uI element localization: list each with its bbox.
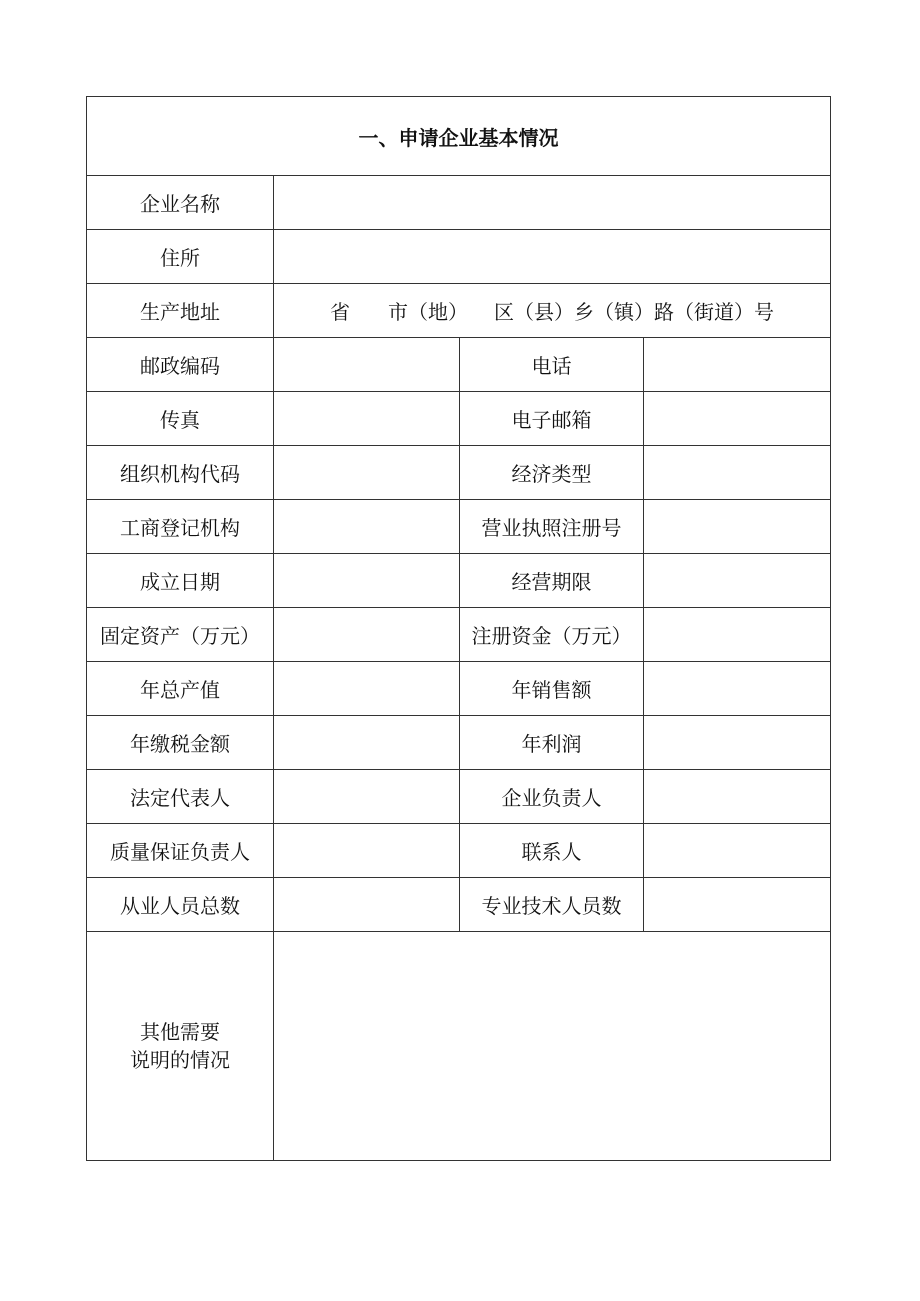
contact-person-field[interactable]	[644, 824, 831, 878]
annual-tax-field[interactable]	[274, 716, 460, 770]
fax-label: 传真	[87, 392, 274, 446]
registration-authority-field[interactable]	[274, 500, 460, 554]
enterprise-info-form	[86, 96, 831, 1161]
fixed-assets-field[interactable]	[274, 608, 460, 662]
license-number-label: 营业执照注册号	[460, 500, 644, 554]
legal-representative-field[interactable]	[274, 770, 460, 824]
row-postal-phone	[87, 338, 831, 392]
row-founding-term	[87, 554, 831, 608]
quality-manager-label: 质量保证负责人	[87, 824, 274, 878]
annual-sales-field[interactable]	[644, 662, 831, 716]
operating-term-field[interactable]	[644, 554, 831, 608]
row-registration-license	[87, 500, 831, 554]
annual-sales-label: 年销售额	[460, 662, 644, 716]
postal-code-field[interactable]	[274, 338, 460, 392]
total-employees-label: 从业人员总数	[87, 878, 274, 932]
other-notes-label-line2: 说明的情况	[130, 1048, 230, 1072]
other-notes-label-line1: 其他需要	[140, 1020, 220, 1044]
row-company-name	[87, 176, 831, 230]
email-field[interactable]	[644, 392, 831, 446]
phone-field[interactable]	[644, 338, 831, 392]
registered-capital-field[interactable]	[644, 608, 831, 662]
row-domicile	[87, 230, 831, 284]
form-title: 一、申请企业基本情况	[87, 97, 831, 176]
other-notes-field[interactable]	[274, 932, 831, 1161]
email-label: 电子邮箱	[460, 392, 644, 446]
annual-output-label: 年总产值	[87, 662, 274, 716]
company-name-field[interactable]	[274, 176, 831, 230]
domicile-field[interactable]	[274, 230, 831, 284]
row-legal-rep-manager	[87, 770, 831, 824]
legal-representative-label: 法定代表人	[87, 770, 274, 824]
postal-code-label: 邮政编码	[87, 338, 274, 392]
economic-type-field[interactable]	[644, 446, 831, 500]
row-org-code-economic-type	[87, 446, 831, 500]
other-notes-label	[87, 932, 274, 1161]
license-number-field[interactable]	[644, 500, 831, 554]
domicile-label: 住所	[87, 230, 274, 284]
registered-capital-label: 注册资金（万元）	[460, 608, 644, 662]
address-city: 市（地）	[388, 300, 468, 324]
annual-tax-label: 年缴税金额	[87, 716, 274, 770]
fixed-assets-label: 固定资产（万元）	[87, 608, 274, 662]
fax-field[interactable]	[274, 392, 460, 446]
economic-type-label: 经济类型	[460, 446, 644, 500]
row-production-address	[87, 284, 831, 338]
founding-date-field[interactable]	[274, 554, 460, 608]
production-address-label: 生产地址	[87, 284, 274, 338]
row-output-sales	[87, 662, 831, 716]
company-name-label: 企业名称	[87, 176, 274, 230]
org-code-label: 组织机构代码	[87, 446, 274, 500]
phone-label: 电话	[460, 338, 644, 392]
operating-term-label: 经营期限	[460, 554, 644, 608]
technical-staff-label: 专业技术人员数	[460, 878, 644, 932]
row-fax-email	[87, 392, 831, 446]
row-quality-contact	[87, 824, 831, 878]
production-address-field[interactable]	[274, 284, 831, 338]
technical-staff-field[interactable]	[644, 878, 831, 932]
enterprise-manager-field[interactable]	[644, 770, 831, 824]
annual-profit-label: 年利润	[460, 716, 644, 770]
total-employees-field[interactable]	[274, 878, 460, 932]
annual-profit-field[interactable]	[644, 716, 831, 770]
quality-manager-field[interactable]	[274, 824, 460, 878]
founding-date-label: 成立日期	[87, 554, 274, 608]
row-tax-profit	[87, 716, 831, 770]
contact-person-label: 联系人	[460, 824, 644, 878]
address-rest: 区（县）乡（镇）路（街道）号	[494, 300, 774, 324]
enterprise-manager-label: 企业负责人	[460, 770, 644, 824]
row-staff-counts	[87, 878, 831, 932]
org-code-field[interactable]	[274, 446, 460, 500]
address-province: 省	[330, 300, 350, 324]
annual-output-field[interactable]	[274, 662, 460, 716]
row-assets-capital	[87, 608, 831, 662]
row-other-notes	[87, 932, 831, 1161]
registration-authority-label: 工商登记机构	[87, 500, 274, 554]
